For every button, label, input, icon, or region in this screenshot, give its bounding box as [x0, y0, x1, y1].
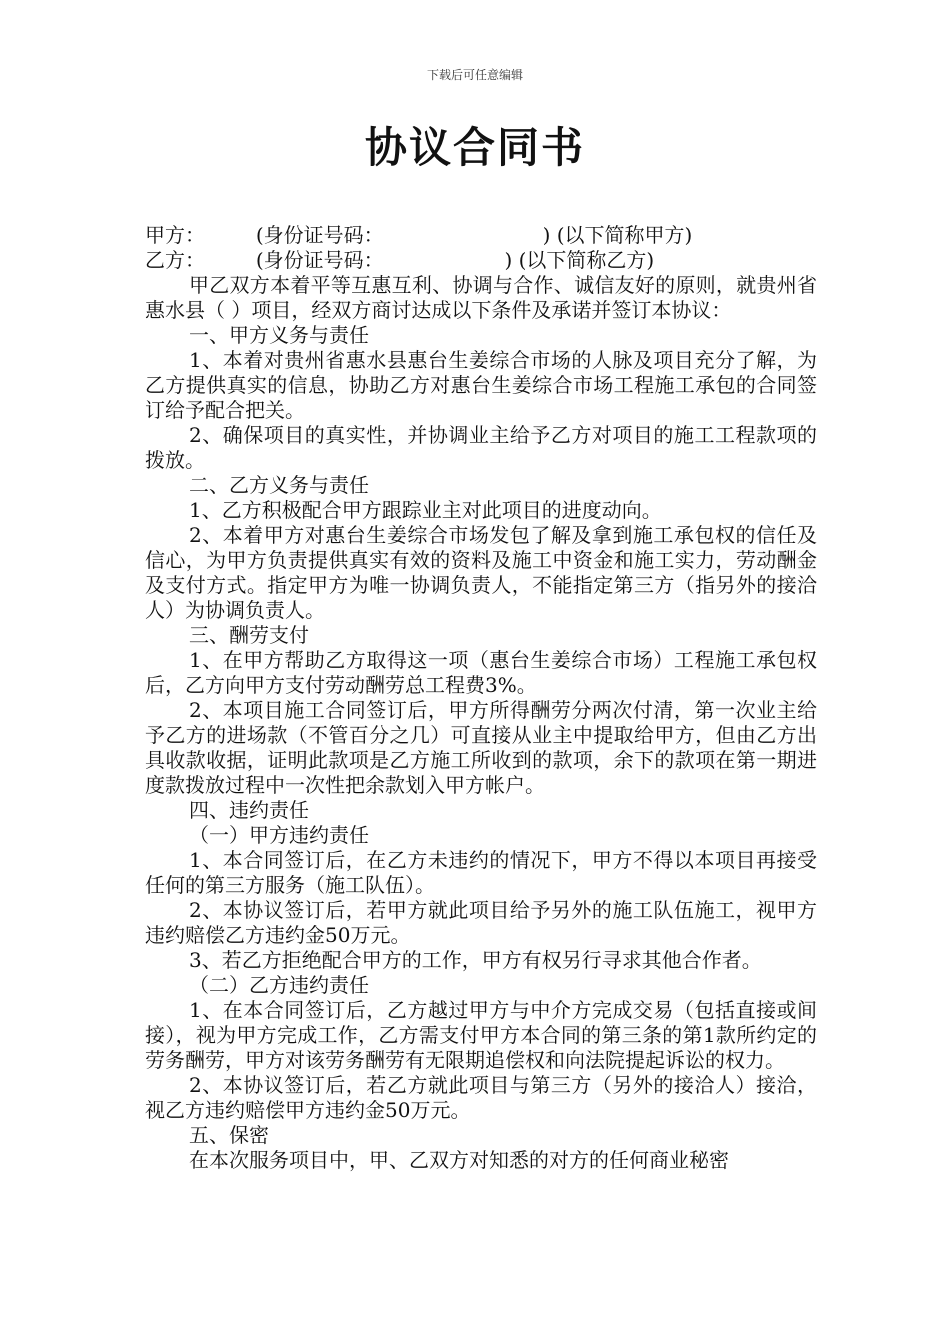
clause-paragraph: 2、本着甲方对惠台生姜综合市场发包了解及拿到施工承包权的信任及信心，为甲方负责提供真实有效的资料及施工中资金和施工实力，劳动酬金及支付方式。指定甲方为唯一协调负责人，不能指定第三方（指另外的接洽人）为协调负责人。	[145, 523, 817, 622]
party-b-line: 乙方： (身份证号码： ) (以下简称乙方)	[145, 248, 655, 272]
clause-paragraph: 2、确保项目的真实性，并协调业主给予乙方对项目的施工工程款项的拨放。	[145, 423, 817, 472]
section-heading-confidentiality: 五、保密	[189, 1123, 269, 1147]
clause-paragraph: 2、本协议签订后，若乙方就此项目与第三方（另外的接洽人）接洽，视乙方违约赔偿甲方违约金50万元。	[145, 1073, 817, 1122]
contract-body	[145, 223, 817, 1173]
clause-paragraph: 1、在本合同签订后，乙方越过甲方与中介方完成交易（包括直接或间接），视为甲方完成工作，乙方需支付甲方本合同的第三条的第1款所约定的劳务酬劳，甲方对该劳务酬劳有无限期追偿权和向法院提起诉讼的权力。	[145, 998, 817, 1072]
section-heading-breach: 四、违约责任	[189, 798, 309, 822]
clause-paragraph: 1、在甲方帮助乙方取得这一项（惠台生姜综合市场）工程施工承包权后，乙方向甲方支付劳动酬劳总工程费3%。	[145, 648, 817, 697]
section-heading-party-b-duties: 二、乙方义务与责任	[189, 473, 369, 497]
clause-paragraph: 1、乙方积极配合甲方跟踪业主对此项目的进度动向。	[189, 498, 662, 522]
clause-paragraph: 2、本项目施工合同签订后，甲方所得酬劳分两次付清，第一次业主给予乙方的进场款（不管百分之几）可直接从业主中提取给甲方，但由乙方出具收款收据，证明此款项是乙方施工所收到的款项，余下的款项在第一期进度款拨放过程中一次性把余款划入甲方帐户。	[145, 698, 817, 797]
subsection-heading-party-b-breach: （二）乙方违约责任	[189, 973, 369, 997]
clause-paragraph: 1、本着对贵州省惠水县惠台生姜综合市场的人脉及项目充分了解，为乙方提供真实的信息，协助乙方对惠台生姜综合市场工程施工承包的合同签订给予配合把关。	[145, 348, 817, 422]
document-title: 协议合同书	[364, 123, 585, 172]
header-note: 下载后可任意编辑	[426, 68, 523, 82]
clause-paragraph: 1、本合同签订后，在乙方未违约的情况下，甲方不得以本项目再接受任何的第三方服务（施工队伍）。	[145, 848, 817, 897]
clause-paragraph: 在本次服务项目中，甲、乙双方对知悉的对方的任何商业秘密	[189, 1148, 729, 1172]
clause-paragraph: 2、本协议签订后，若甲方就此项目给予另外的施工队伍施工，视甲方违约赔偿乙方违约金50万元。	[145, 898, 817, 947]
section-heading-payment: 三、酬劳支付	[189, 623, 309, 647]
subsection-heading-party-a-breach: （一）甲方违约责任	[189, 823, 369, 847]
party-a-line: 甲方： (身份证号码： ) (以下简称甲方)	[145, 223, 693, 247]
section-heading-party-a-duties: 一、甲方义务与责任	[189, 323, 369, 347]
intro-paragraph: 甲乙双方本着平等互惠互利、协调与合作、诚信友好的原则，就贵州省惠水县（ ）项目，经双方商讨达成以下条件及承诺并签订本协议：	[145, 273, 817, 322]
clause-paragraph: 3、若乙方拒绝配合甲方的工作，甲方有权另行寻求其他合作者。	[189, 948, 762, 972]
